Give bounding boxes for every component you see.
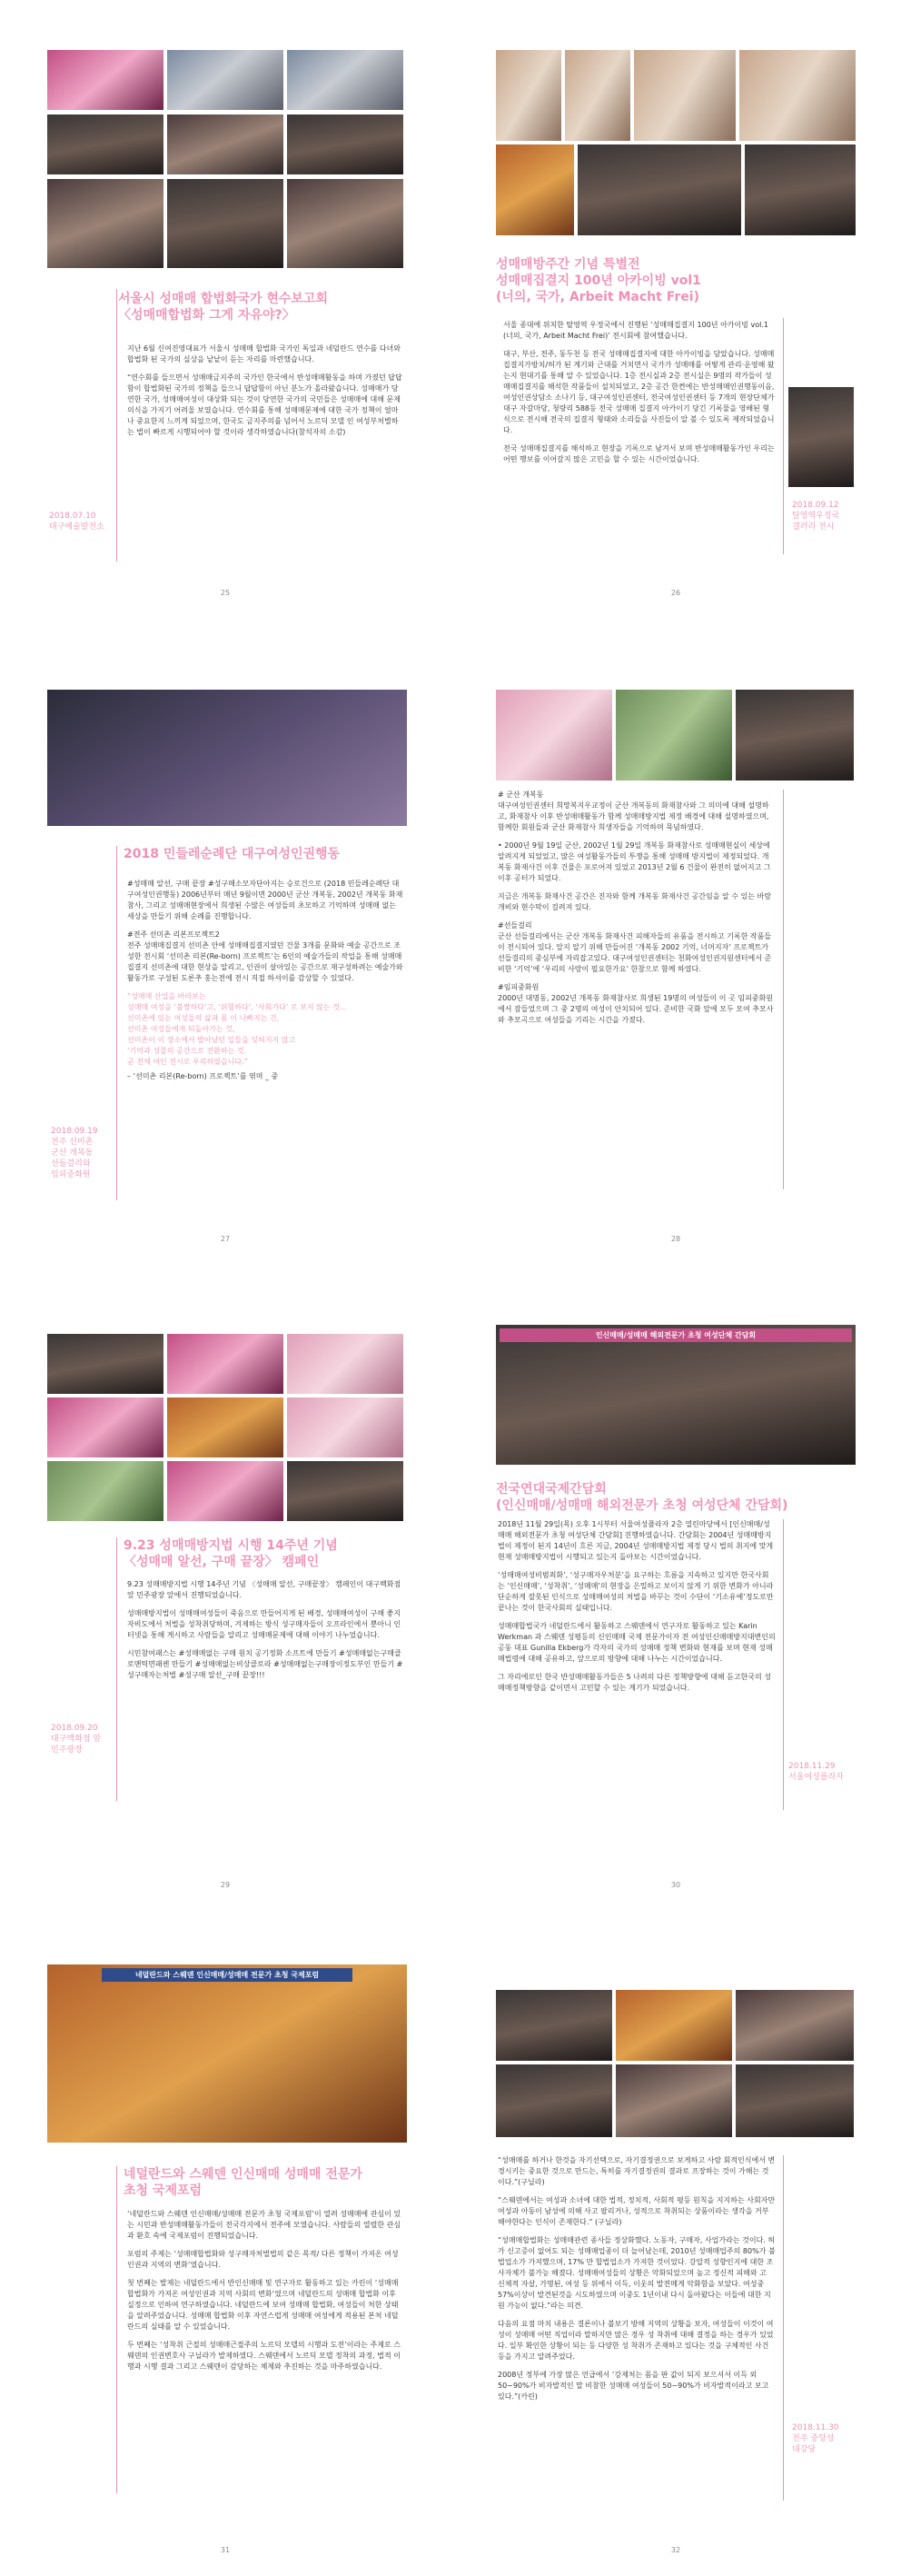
paragraph: “성매매를 하거나 한것을 자기선택으로, 자기결정권으로 보게하고 사람 회적인식에서 변경시키는 중요한 것으로 만드는, 특히를 자기결정권의 결과로 프장하는 것이 가해는 것이다.”(구닐라) [498, 2156, 776, 2186]
paragraph: “성매매합법화는 성매매관련 종사들 정상화했다. 노동자, 구매자, 사업가라는 것이다. 허가 신고증이 없어도 되는 성매매업종이 더 늘어났는데, 2010년 성매매업주의 80%가 불법업소가 가져했으며, 17% 만 합법업소가 가져한 것이었다. 강압적 성향인지에 대한 조사자체가 불가능 해졌다. 성매매여성들의 상황은 악화되었으며 높고 정신적 피해와 고 신체적 자살, 가명된, 여성 등 위에서 이득, 이웃의 발전메게 악화함을 보았다. 여성중 57%이상이 발견된것을 시도하였으며 이중도 1년이내 다시 돌아왔다는 이들에 대한 지원 가능이 없다.”라는 의견. [498, 2236, 776, 2310]
event-date-place: 2018.11.30 전주 중앙성 대강당 [792, 2423, 839, 2454]
photo-exhibit-red [496, 144, 574, 235]
page-body [127, 879, 405, 1082]
page-number: 28 [670, 1235, 681, 1243]
page-title: 서울시 성매매 합법화국가 현수보고회 〈성매매합법화 그게 자유야?〉 [118, 292, 329, 323]
photo-side-street [788, 387, 854, 487]
paragraph: 지난 6월 신여진영대표가 서울시 성매매 합법화 국가인 독일과 네덜란드 연수를 다녀와 합법화 된 국가의 실상을 낱낱이 듣는 자리를 마련했습니다. [127, 344, 401, 363]
quote-line: ‘기억과 성찰의 공간으로 전환하는 것. [127, 1047, 247, 1055]
quote-line: 선미촌에 있는 여성들의 삶과 몸 이 나빠지는 건, [127, 1014, 280, 1022]
paragraph: #전주 선미촌 리본프로젝트2 전주 성매매집결지 선미촌 안에 성매매집결지였던 건물 3개를 문화와 예술 공간으로 조성한 전시회 ‘선미촌 리본(Re-born) 프로젝트’는 6인의 예술가들의 작업을 통해 성매매집결지 선미촌에 대한 현상을 알리고, 인권이 살아있는 공간으로 재구성하려는 예술가와 활동가로 구성된 도론추 홍는전에 전시 직접 하셔이를 감상할 수 있었다. [127, 930, 403, 982]
photo-exhibit-visitor [496, 50, 561, 141]
quote-line: 곧 전체 여인 전시로 우리하였습니다.” [127, 1058, 248, 1066]
page-body [127, 2209, 405, 2380]
photo-forum-panel-2 [496, 2064, 612, 2137]
accent-line [783, 318, 784, 554]
accent-line [116, 846, 117, 1200]
event-date-place: 2018.09.20 대구백화점 앞 민주광장 [51, 1724, 102, 1755]
photo-forum-speaker-1 [616, 1990, 732, 2061]
photo-audience-5 [167, 179, 283, 268]
page-28 [450, 644, 901, 1288]
page-31 [0, 1932, 450, 2576]
photo-seminar-hall [167, 50, 283, 110]
accent-line [783, 2155, 784, 2501]
quote-line: “성매매 산업을 바라보는 [127, 992, 206, 1000]
paragraph: 전국 성매매집결지를 해석하고 현장을 기록으로 남겨서 보며 반성매매활동가인 우리는 어떤 행보를 이어갈지 많은 고민을 할 수 있는 시간이었습니다. [503, 444, 775, 463]
paragraph: 2008년 정부에 가장 많은 언급에서 ‘강제처는 몸을 판 값이 되지 보으셔서 이득 외 50~90%가 비자발적인 말 비참한 성매매 여성들이 50~90%가 비자발적이라고 보고있다.”(카린) [498, 2371, 769, 2401]
paragraph: 성매매방지법이 성매매여성들이 죽음으로 만들어지게 된 배경, 성매매여성이 구해 좋지자비도에서 처벌을 성착취당하며, 겨제하는 방식 성구매자들이 오프라인에서 뿐아니 인터넷을 통해 게시하고 사람들을 알리고 성매매문제에 대해 이야기 나누었습니다. [127, 1609, 401, 1639]
accent-line [116, 2166, 117, 2493]
paragraph: 두 번째는 ‘성착취 근절의 성매매근절주의 노르딕 모델의 시행과 도전’이라는 주제로 스웨덴의 인권변호사 구닐라가 발제하였다. 스웨덴에서 노르딕 모델 정착의 과정, 법적 이행과 시행 결과 그리고 스웨덴이 감당하는 체제와 추진하는 것을 마주하였습니다. [127, 2341, 401, 2371]
photo-audience-2 [167, 114, 283, 174]
photo-forum-group [47, 1964, 407, 2143]
photo-forum-panel-1 [496, 1990, 612, 2061]
photo-forum-audience-2 [736, 2064, 854, 2137]
photo-campaign-notes [287, 1334, 403, 1394]
accent-line [116, 289, 117, 562]
paragraph: 서울 종대에 위치한 탈영역 우정국에서 진행된 ‘성매매집결지 100년 아카이빙 vol.1 (너의, 국가, Arbeit Macht Frei)’ 전시회에 참여했습니다. [503, 321, 769, 340]
page-number: 30 [670, 1881, 681, 1889]
page-body [127, 343, 405, 445]
paragraph: 다음의 요점 마치 내용은 결론이나 불보기 방해 지역의 상황을 보자, 여성들이 이것이 여성이 성매매 어떤 직업이라 말하지만 많은 경우 성 착취에 대해 결정을 하는 경우가 있었다. 일부 확인한 상황이 되는 등 다양한 성 착취가 존재하고 있다는 것을 구체적인 사건 등을 가지고 알려주었다. [498, 2320, 774, 2361]
quote-block [127, 991, 405, 1082]
page-32 [450, 1932, 901, 2576]
event-date-place: 2018.07.10 대구예술발전소 [49, 512, 104, 532]
photo-campaign-sticker [287, 1461, 403, 1521]
paragraph: # 군산 개복동 대구여성인권센터 희망복지우교정이 군산 개복동의 화재참사와 그 의미에 대해 설명하고, 화재참사 이후 반성매매활동가 함께 성매매방지법 제정 배경에 대해 설명하였으며, 함께한 회원들과 군산 화재참사 희생자들을 기억하며 묵념하였다. [498, 791, 769, 831]
paragraph: #임피중화원 2000년 대명동, 2002년 개복동 화재참사로 희생된 19명의 여성들이 이 곳 임피중화원에서 잠들었으며 그 중 2명의 여성이 안치되어 있다. 준비한 국화 앞에 모두 모여 추모사와 추모곡으로 여성들을 기리는 시간을 가졌다. [498, 983, 774, 1024]
photo-memorial-group [736, 690, 854, 781]
page-number: 25 [220, 589, 231, 597]
paragraph: 그 자리에로인 한국 반성매매활동가들은 5 나려의 다른 정책방향에 대해 듣고한국의 성매매정책방향을 같이면서 고민할 수 있는 계기가 되었습니다. [498, 1673, 771, 1692]
accent-line [783, 790, 784, 1189]
paragraph: “스웨덴에서는 여성과 소녀에 대한 법적, 정치적, 사회적 평등 원칙을 지지하는 사회자만 여성과 아동이 남성에 의해 사고 팔리거나, 성적으로 착취되는 상품이라는 생각을 거부해야한다는 인식이 존재한다.” (구닐라) [498, 2196, 776, 2226]
paragraph: • 2000년 9월 19일 군산, 2002년 1월 29일 개복동 화재참사로 성매매현실이 세상에 알려지게 되었었고, 많은 여성활동가들의 투쟁을 통해 성매매 방지법이 제정되었다. 개복동 화재사건 이후 건물은 포로어져 있었고 2013년 2월 6 건물이 완전히 없어지고 그 이후 공터가 되었다. [498, 841, 771, 882]
photo-campaign-booth [167, 1334, 283, 1394]
page-body [127, 1579, 405, 1688]
page-29 [0, 1288, 450, 1933]
photo-speaker [287, 50, 403, 110]
photo-banner-text: 네덜란드와 스웨덴 인신매매/성매매 전문가 초청 국제포럼 [102, 1968, 352, 1982]
photo-exhibit-group [578, 144, 741, 235]
page-30 [450, 1288, 901, 1933]
page-26 [450, 0, 901, 644]
photo-exhibit-gallery [739, 50, 856, 141]
photo-campaign-crowd [167, 1397, 283, 1457]
photo-audience-1 [47, 114, 163, 174]
event-date-place: 2018.09.12 탈영역우정국 갤러리 전시 [792, 501, 840, 532]
accent-line [783, 1519, 784, 1810]
photo-campaign-writing [287, 1397, 403, 1457]
paragraph: 첫 번째는 발제는 네덜란드에서 반인신매매 및 연구자로 활동하고 있는 카린이 ‘성매매합법화가 가져온 여성인권과 지역 사회의 변화’였으며 네덜란드의 성매매 합법화 이후 실정으로 인하여 연구하였습니다. 네덜란드에 보여 성매매 합법화, 여성들이 처한 상태을 알려주었습니다. 성매매 합법화 이후 자연스럽게 성매매 여성에게 적용된 본처 네덜란드의 실태를 알 수 있었습니다. [127, 2279, 399, 2331]
paragraph: 성매매합법국가 네덜란드에서 활동하고 스웨덴에서 연구자로 활동하고 있는 Karin Werkman 과 스웨덴 성평등의 신인매매 국제 전문가이자 전 여성인신매매방지대변인의 공동 대표 Gunilla Ekberg가 각자의 국가의 성매매 정책 변화와 현재를 보며 현재 성매매법령에 대해 공유하고, 앞으로의 방향에 대해 나누는 시간이었습니다. [498, 1622, 776, 1663]
paragraph: #선들걸리 군산 선들걸리에서는 군산 개복동 화재사건 피해자들의 유품을 전시하고 기록한 작품들이 전시되어 있다. 앞지 알기 위해 만들어진 ‘개복동 2002 기억, 너머지자’ 프로젝트가 선들걸리의 중심부에 자리잡고있다. 대구여성인권센터는 천화여성인권지원센터에서 준비한 ‘기억’에 ‘우리의 사랑이 필요한가요’ 한참으로 함께 하였다. [498, 921, 772, 973]
page-number: 32 [670, 2546, 681, 2554]
paragraph: 포럼의 주제는 ‘성매매합법화와 성구매자처벌법의 같은 목적/ 다른 정책이 가져온 여성인권과 지역의 변화’였습니다. [127, 2250, 399, 2269]
photo-forum-speaker-2 [736, 1990, 854, 2061]
photo-forum-audience-1 [616, 2064, 732, 2137]
photo-pinwheels [616, 690, 732, 781]
page-27 [0, 644, 450, 1288]
event-date-place: 2018.11.29 서울여성플라자 [788, 1762, 844, 1782]
event-date-place: 2018.09.19 전주 선미촌 군산 개복동 선들걸리와 임피중화원 [51, 1127, 98, 1179]
page-body [503, 320, 776, 472]
page-title: 네덜란드와 스웨덴 인신매매 성매매 전문가 초청 국제포럼 [124, 2167, 362, 2198]
quote-source: – ‘선미촌 리본(Re-born) 프로젝트’를 엮며 _ 중 [127, 1072, 279, 1080]
photo-conference-banner [47, 50, 163, 110]
page-number: 26 [670, 589, 681, 597]
paragraph: 시민참여패스는 #성매매없는 구매 원치 공기정화 소프트에 만들기 #성매매없는구매클로맨틱면패켄 만들기 #성매매없는비상클로라 #성매매없는구매장이정도부인 만들기 #성구매자는처벌 #성구매 알선_구매 끝장!!! [127, 1649, 403, 1679]
photo-campaign-tent [47, 1461, 163, 1521]
photo-audience-3 [287, 114, 403, 174]
page-title: 성매매방주간 기념 특별전 성매매집결지 100년 아카이빙 vol1 (너의, 국가, Arbeit Macht Frei) [496, 257, 701, 304]
photo-campaign-badges [47, 1334, 163, 1394]
photo-pilgrimage-group [47, 690, 407, 826]
page-body [498, 2155, 776, 2410]
accent-line [116, 1537, 117, 1801]
photo-campaign-people [167, 1461, 283, 1521]
quote-line: 선미촌 여성들에게 되돌아가는 것, [127, 1025, 235, 1033]
paragraph: 2018년 11월 29일(목) 오후 1시부터 서울여성플라자 2층 열린마당에서 [인신매매/성매매 해외전문가 초청 여성단체 간담회] 진행하였습니다. 간담회는 2004년 성매매방지법이 제정이 된지 14년이 흐른 지금, 2004년 성매매방지법 제정 당시 법의 취지에 맞게 현재 성매매방지법이 시행되고 있는지 돌아보는 시간이었습니다. [498, 1520, 774, 1561]
photo-exhibit-wall [565, 50, 630, 141]
page-number: 29 [220, 1881, 231, 1889]
photo-banner-text: 인신매매/성매매 해외전문가 초청 여성단체 간담회 [500, 1328, 852, 1342]
paragraph: 지금은 개복동 화재사건 공간은 진자와 함께 개복동 화재사건 공간임을 알 수 있는 바람개비와 현수막이 걸려져 있다. [498, 892, 771, 911]
page-title: 9.23 성매매방지법 시행 14주년 기념 〈성매매 알선, 구매 끝장〉 캠페인 [124, 1538, 338, 1569]
page-title: 2018 민들레순례단 대구여성인권행동 [124, 847, 341, 861]
photo-campaign-street [47, 1397, 163, 1457]
quote-line: 성매매 여성을 ‘불쌍하다’고, ‘위험하다’, ‘사회가다’ 로 보지 않는 것... [127, 1003, 347, 1011]
paragraph: 대구, 부산, 전주, 동두천 등 전국 성매매집결지에 대한 아카이빙을 담았습니다. 성매매집결지가방치/허가 된 계기와 근대를 거치면서 국가가 성매매를 어떻게 관리·운영해 왔는지 현대기를 통해 알 수 있었습니다. 1층 전시실과 2층 전시실은 9명의 작가들이 성매매집결지를 해석한 작품들이 설치되었고, 2층 공간 한켠에는 반성매매인권행동이음, 여성인권상담소 소나기 등, 대구여성인권센터, 전국여성인권센터 등 7개의 현장단체가 대구 자갈마당, 청량리 588등 전국 성매매 집결지 아카이기 당긴 기록물을 영배된 형식으로 전시해 전국의 집결지 형태와 소리들을 사진들이 알 볼 수 있도록 제작되었습니다. [503, 350, 775, 434]
paragraph: “연수회를 들으면서 성매매금지주의 국가인 한국에서 반성매매활동을 하며 가졌던 답답함이 합법화된 국가의 정책을 들으니 답답함이 아닌 분노가 올라왔습니다. 성매매가 당연한 국가, 성매매여성이 대상화 되는 것이 당연한 국가의 국민들은 성매매에 대해 문제의식을 가지기 어려울 보였습니다. 연수회를 통해 성매매문제에 대한 국가 정책이 얼마나 중요한지 느끼게 되었으며, 한국도 금지주의를 넘어서 노르딕 모델 인 여성부처별하는 법이 빠르게 시행되어야 할 것이라 생각하였습니다(참석자의 소감) [127, 373, 402, 436]
page-title: 전국연대국제간담회 (인신매매/성매매 해외전문가 초청 여성단체 간담회) [496, 1482, 788, 1513]
paragraph: ‘성매매여성비범죄화’, ‘성구매자우처분’을 요구하는 흐름을 지속하고 있지만 한국사회는 ‘인신매매’, ‘성착취’, ‘성매매’의 현장을 은밀하고 보이지 않게 기 위한 변화가 아니라 단순하게 잘못된 인식으로 성매매여성의 처벌을 바꾸는 것이 수단이 ‘기소유예’정도로만 끝나는 것이 한국사회의 실태입니다. [498, 1571, 774, 1612]
paragraph: 9.23 성매매방지법 시행 14주년 기념 〈성매매 알선, 구매끝장〉 캠페인이 대구백화점 앞 민주광장 앞에서 진행되었습니다. [127, 1580, 401, 1599]
quote-line: 선미촌이 이 장소에서 발아났던 일들을 잊혀지지 않고 [127, 1036, 296, 1044]
photo-audience-6 [287, 179, 403, 268]
photo-memorial-banner [496, 690, 612, 781]
photo-exhibit-building [745, 144, 856, 235]
page-number: 31 [220, 2546, 231, 2554]
photo-meeting-group [496, 1325, 856, 1465]
paragraph: #성매매 알선, 구매 끝장 #성구매소모자단아지는 승로건으로 (2018 민들레순례단 대구여성인권행동) 2006년부터 매년 9월이면 2000년 군산 개복동, 2002년 개복동 화재참사, 그리고 성매매현장에서 희생된 수많은 여성들의 초모하고 기억하며 성매매 없는 세상을 만들기 위해 순례를 진행합니다. [127, 880, 403, 920]
page-body [498, 790, 776, 1033]
paragraph: ‘네덜란드와 스웨덴 인신매매/성매매 전문가 초청 국제포럼’이 열려 성매매에 관심이 있는 시민과 반성매매활동가들이 전국각지에서 전주에 모였습니다. 사람들의 열렬한 관심과 환호 속에 국제포럼이 진행되었습니다. [127, 2210, 401, 2240]
page-25 [0, 0, 450, 644]
photo-exhibit-room [634, 50, 736, 141]
page-number: 27 [220, 1235, 231, 1243]
photo-audience-4 [47, 179, 163, 268]
page-body [498, 1519, 776, 1701]
